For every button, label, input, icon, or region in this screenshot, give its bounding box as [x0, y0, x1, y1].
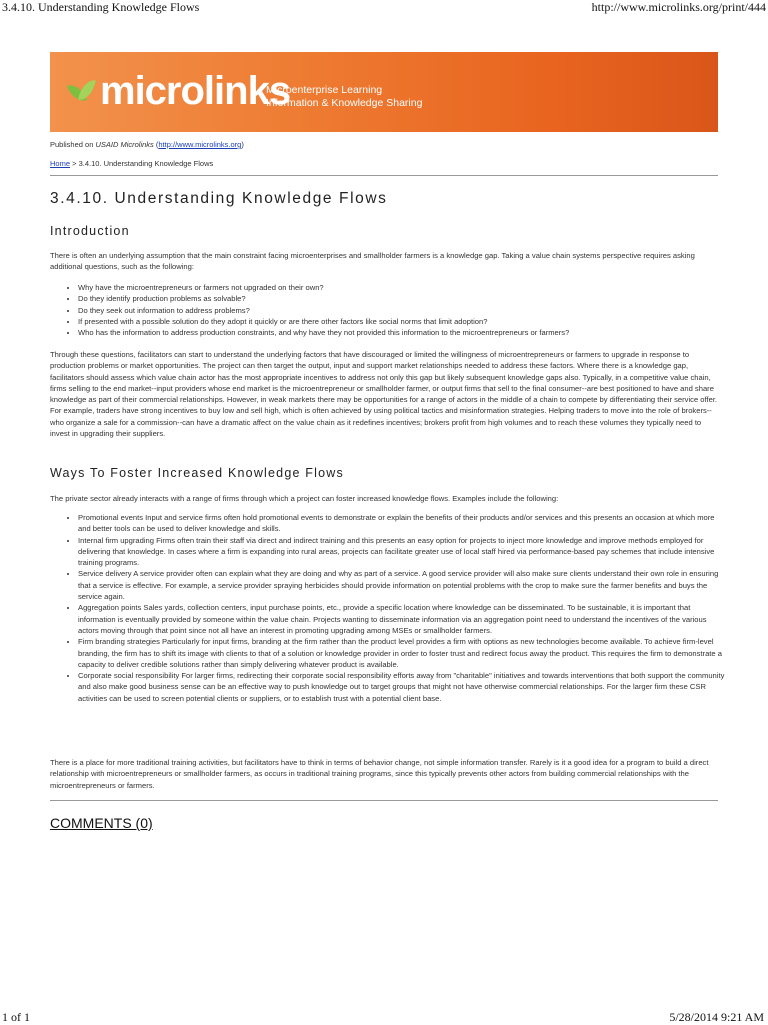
- list-item: • Promotional events Input and service firms often hold promotional events to demonstrate or explain the benefits of their products and/or services and this presents an occasion at which more and better tools can be used to deliver knowledge and skills.: [78, 512, 728, 535]
- divider: [50, 800, 718, 801]
- ways-paragraph-2: There is a place for more traditional training activities, but facilitators have to think in terms of behavior change, not simple information transfer. Rarely is it a good idea for a program to build a direct relationship with microentrepreneurs or smallholder farmers, as occurs in traditional training programs, since this typically prevents other actors from building commercial relationships with the microentrepreneurs or farmers.: [50, 758, 709, 790]
- banner-tagline: [266, 84, 422, 110]
- page-count: 1 of 1: [2, 1010, 30, 1024]
- comments-link[interactable]: COMMENTS (0): [50, 815, 153, 831]
- list-item: • Who has the information to address production constraints, and why have they not provided this information to the microentrepreneurs or farmers?: [78, 327, 728, 338]
- list-item: • Firm branding strategies Particularly for input firms, branding at the firm rather than the product level provides a firm with options as new technologies become available. To achieve firm-level branding, the firm has to shift its image with clients to that of a solution or knowledge provider in order to foster trust and redirect focus away the product. This requires the firm to demonstrate a capacity to deliver credible solutions rather than simply delivering whatever product is available.: [78, 636, 728, 670]
- list-item: • Do they identify production problems as solvable?: [78, 293, 728, 304]
- list-item: • Do they seek out information to address problems?: [78, 305, 728, 316]
- list-item: • Aggregation points Sales yards, collection centers, input purchase points, etc., provide a specific location where knowledge can be disseminated. To be sustainable, it is important that information is eventually provided by someone within the value chain. Projects wanting to disseminate information via an aggregation point need to understand the incentives of the various actors moving through that point since not all have an interest in promoting upgrading among MSEs or smallholder farmers.: [78, 602, 728, 636]
- page-title: 3.4.10. Understanding Knowledge Flows: [50, 190, 388, 207]
- print-header-title: 3.4.10. Understanding Knowledge Flows: [2, 0, 200, 14]
- microlinks-logo: [70, 68, 290, 114]
- logo-text: microlinks: [100, 69, 291, 113]
- microlinks-banner: [50, 52, 718, 132]
- question-list: [66, 282, 728, 338]
- list-item: • Internal firm upgrading Firms often train their staff via direct and indirect training and this presents an easy option for projects to inject more knowledge and improve methods employed for delivering that knowledge. In cases where a firm is expanding into rural areas, projects can facilitate greater use of local staff hired via performance-based pay schemes that include intensive training programs.: [78, 535, 728, 569]
- section-heading-ways: Ways To Foster Increased Knowledge Flows: [50, 466, 344, 480]
- tagline-line-1: Microenterprise Learning: [266, 84, 383, 96]
- list-item: • Corporate social responsibility For larger firms, redirecting their corporate social responsibility efforts away from "charitable" initiatives and towards interventions that both support the community and also make good business sense can be an effective way to push knowledge out to target groups that might not have otherwise commercial relationships. For the larger firm these CSR activities can be used to screen potential clients or suppliers, or to establish trust with a potential client base.: [78, 670, 728, 704]
- publisher-link[interactable]: http://www.microlinks.org: [158, 140, 242, 149]
- tagline-line-2: Information & Knowledge Sharing: [266, 97, 423, 109]
- section-heading-introduction: Introduction: [50, 224, 130, 238]
- divider: [50, 175, 718, 176]
- print-header: [0, 0, 768, 16]
- print-header-url: http://www.microlinks.org/print/444: [591, 0, 766, 14]
- leaf-icon: [70, 77, 98, 105]
- list-item: • Service delivery A service provider often can explain what they are doing and why as part of a service. A good service provider will also make sure clients understand their own role in ensuring that a service is effective. For example, a service provider spraying herbicides should provide information on potential problems with the crop to make sure the farmer benefits and buys the service again.: [78, 568, 728, 602]
- print-timestamp: 5/28/2014 9:21 AM: [669, 1010, 764, 1024]
- print-footer: [0, 1008, 768, 1024]
- intro-paragraph: There is often an underlying assumption that the main constraint facing microenterprises and smallholder farmers is a knowledge gap. Taking a value chain systems perspective requires asking additional questions, such as the following:: [50, 251, 695, 272]
- list-item: • Why have the microentrepreneurs or farmers not upgraded on their own?: [78, 282, 728, 293]
- intro-paragraph-2: Through these questions, facilitators can start to understand the underlying factors that have discouraged or limited the willingness of microentrepreneurs or farmers to upgrade in response to production problems or market opportunities. The project can then target the output, input and support market relationships needed to address these factors. Where there is a knowledge gap, facilitators should assess which value chain actor has the most appropriate incentives to address not only this gap but likely subsequent knowledge gaps also. Typically, in a competitive value chain, firms selling to the end market--input providers whose end market is the microentrepreneur or smallholder farmer, or output firms that sell to the final consumer--are best positioned to have and share knowledge as part of their commercial relationships. However, in weak markets there may be opportunities for a range of actors in the middle of a chain to compete by differentiating their service offer. For example, traders have strong incentives to buy low and sell high, which is often achieved by using political tactics and misinformation strategies. Helping traders to move into the role of brokers--who organize a sale for a commission--can have a dramatic affect on the value chain as it redefines incentives; brokers profit from high volumes and to reach these volumes they typically need to invest in upgrading their suppliers.: [50, 350, 718, 439]
- list-item: • If presented with a possible solution do they adopt it quickly or are there other factors like social norms that limit adoption?: [78, 316, 728, 327]
- breadcrumb-current: 3.4.10. Understanding Knowledge Flows: [78, 159, 214, 168]
- publisher-name: USAID Microlinks: [95, 140, 154, 149]
- breadcrumb: Home > 3.4.10. Understanding Knowledge Flows: [50, 159, 214, 168]
- breadcrumb-home-link[interactable]: Home: [50, 159, 71, 168]
- ways-list: [66, 512, 728, 704]
- published-on: Published on USAID Microlinks (http://www.microlinks.org): [50, 140, 244, 149]
- ways-paragraph: The private sector already interacts with a range of firms through which a project can foster increased knowledge flows. Examples include the following:: [50, 494, 559, 503]
